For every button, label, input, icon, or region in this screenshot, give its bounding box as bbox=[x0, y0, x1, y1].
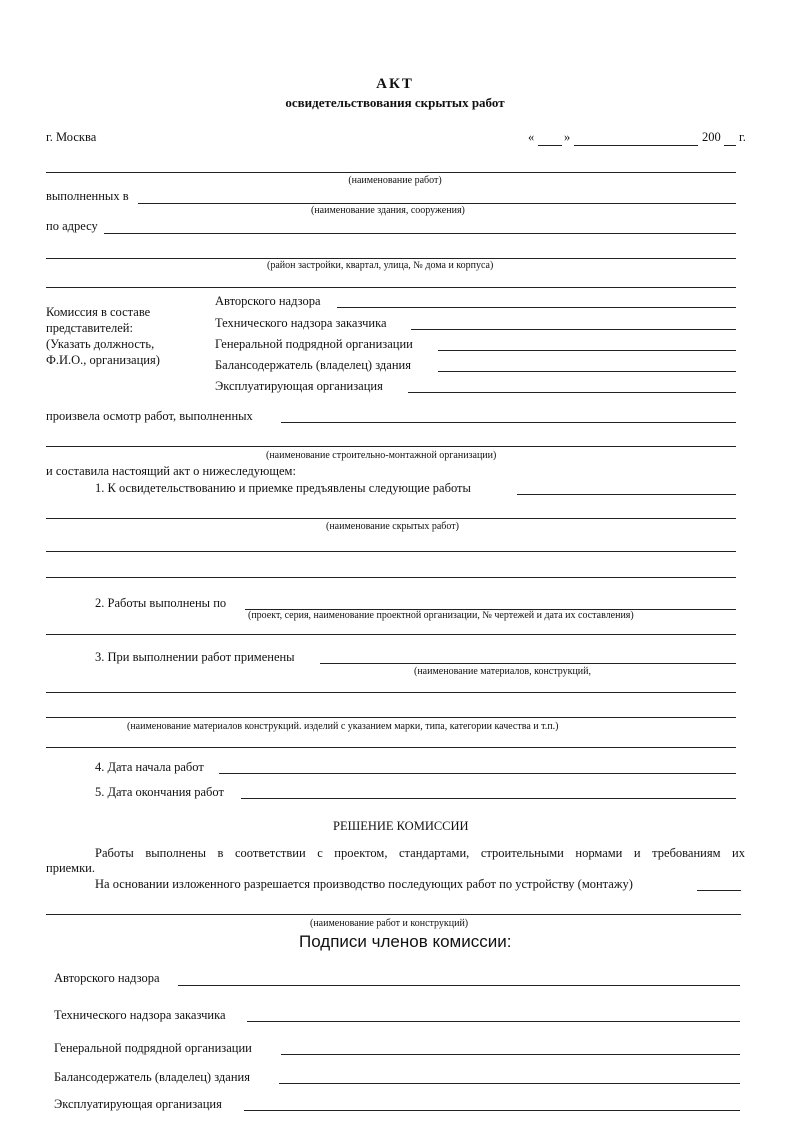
year-line[interactable] bbox=[724, 145, 736, 146]
sig-tech-line[interactable] bbox=[247, 1021, 740, 1022]
next-works-line[interactable] bbox=[697, 890, 741, 891]
member-general-label: Генеральной подрядной организации bbox=[215, 337, 413, 351]
item1-label: 1. К освидетельствованию и приемке предъявлены следующие работы bbox=[95, 481, 471, 495]
sig-owner-label: Балансодержатель (владелец) здания bbox=[54, 1070, 250, 1084]
member-general-line[interactable] bbox=[438, 350, 736, 351]
day-line[interactable] bbox=[538, 145, 562, 146]
member-author-line[interactable] bbox=[337, 307, 736, 308]
commission-label-1: Комиссия в составе bbox=[46, 305, 151, 319]
sig-tech-label: Технического надзора заказчика bbox=[54, 1008, 226, 1022]
item1-hint: (наименование скрытых работ) bbox=[326, 521, 459, 532]
member-owner-label: Балансодержатель (владелец) здания bbox=[215, 358, 411, 372]
compiled-text: и составила настоящий акт о нижеследующем: bbox=[46, 464, 296, 478]
sig-general-line[interactable] bbox=[281, 1054, 740, 1055]
decision-para1: Работы выполнены в соответствии с проектом, стандартами, строительными нормами и требованиям их bbox=[95, 846, 745, 860]
next-works-line-2[interactable] bbox=[46, 914, 741, 915]
contractor-line[interactable] bbox=[281, 422, 736, 423]
sig-author-line[interactable] bbox=[178, 985, 740, 986]
commission-label-3: (Указать должность, bbox=[46, 337, 155, 351]
sig-operator-label: Эксплуатирующая организация bbox=[54, 1097, 222, 1111]
item3-line-4[interactable] bbox=[46, 747, 736, 748]
work-name-hint: (наименование работ) bbox=[348, 175, 442, 186]
item3-line[interactable] bbox=[320, 663, 736, 664]
signatures-title: Подписи членов комиссии: bbox=[299, 932, 512, 951]
address-hint: (район застройки, квартал, улица, № дома и корпуса) bbox=[267, 260, 494, 271]
item1-line[interactable] bbox=[517, 494, 736, 495]
item2-line-2[interactable] bbox=[46, 634, 736, 635]
contractor-line-2[interactable] bbox=[46, 446, 736, 447]
decision-heading: РЕШЕНИЕ КОМИССИИ bbox=[333, 819, 469, 833]
building-hint: (наименование здания, сооружения) bbox=[311, 205, 465, 216]
item3-line-3[interactable] bbox=[46, 717, 736, 718]
address-line[interactable] bbox=[104, 233, 736, 234]
commission-label-2: представителей: bbox=[46, 321, 133, 335]
item5-label: 5. Дата окончания работ bbox=[95, 785, 224, 799]
item1-line-4[interactable] bbox=[46, 577, 736, 578]
work-name-line[interactable] bbox=[46, 172, 736, 173]
start-date-line[interactable] bbox=[219, 773, 736, 774]
item1-line-2[interactable] bbox=[46, 518, 736, 519]
sig-general-label: Генеральной подрядной организации bbox=[54, 1041, 252, 1055]
member-owner-line[interactable] bbox=[438, 371, 736, 372]
item4-label: 4. Дата начала работ bbox=[95, 760, 204, 774]
document-subtitle: освидетельствования скрытых работ bbox=[285, 95, 505, 110]
sig-owner-line[interactable] bbox=[279, 1083, 740, 1084]
end-date-line[interactable] bbox=[241, 798, 736, 799]
member-tech-line[interactable] bbox=[411, 329, 736, 330]
commission-label-4: Ф.И.О., организация) bbox=[46, 353, 160, 367]
item3-hint: (наименование материалов, конструкций, bbox=[414, 666, 592, 677]
inspection-label: произвела осмотр работ, выполненных bbox=[46, 409, 253, 423]
city: г. Москва bbox=[46, 130, 97, 144]
decision-para2: На основании изложенного разрешается производство последующих работ по устройству (монтажу) bbox=[95, 877, 633, 891]
item3-hint-2: (наименование материалов конструкций. изделий с указанием марки, типа, категории качества и т.п.) bbox=[127, 721, 559, 732]
date-quote-open: « bbox=[528, 130, 535, 144]
month-line[interactable] bbox=[574, 145, 698, 146]
contractor-hint: (наименование строительно-монтажной организации) bbox=[266, 450, 497, 461]
date-quote-close: » bbox=[564, 130, 571, 144]
year-suffix: г. bbox=[739, 130, 746, 144]
item3-line-2[interactable] bbox=[46, 692, 736, 693]
member-operator-label: Эксплуатирующая организация bbox=[215, 379, 383, 393]
member-author-label: Авторского надзора bbox=[215, 294, 321, 308]
year-prefix: 200 bbox=[702, 130, 721, 144]
next-works-hint: (наименование работ и конструкций) bbox=[310, 918, 469, 929]
address-line-3[interactable] bbox=[46, 287, 736, 288]
decision-para1-end: приемки. bbox=[46, 861, 95, 875]
sig-operator-line[interactable] bbox=[244, 1110, 740, 1111]
address-line-2[interactable] bbox=[46, 258, 736, 259]
item2-hint: (проект, серия, наименование проектной организации, № чертежей и дата их составления) bbox=[248, 610, 634, 621]
address-label: по адресу bbox=[46, 219, 98, 233]
item2-label: 2. Работы выполнены по bbox=[95, 596, 227, 610]
member-tech-label: Технического надзора заказчика bbox=[215, 316, 387, 330]
member-operator-line[interactable] bbox=[408, 392, 736, 393]
document-title: АКТ bbox=[376, 76, 414, 92]
item3-label: 3. При выполнении работ применены bbox=[95, 650, 295, 664]
performed-in-label: выполненных в bbox=[46, 189, 129, 203]
item1-line-3[interactable] bbox=[46, 551, 736, 552]
sig-author-label: Авторского надзора bbox=[54, 971, 160, 985]
building-line[interactable] bbox=[138, 203, 736, 204]
